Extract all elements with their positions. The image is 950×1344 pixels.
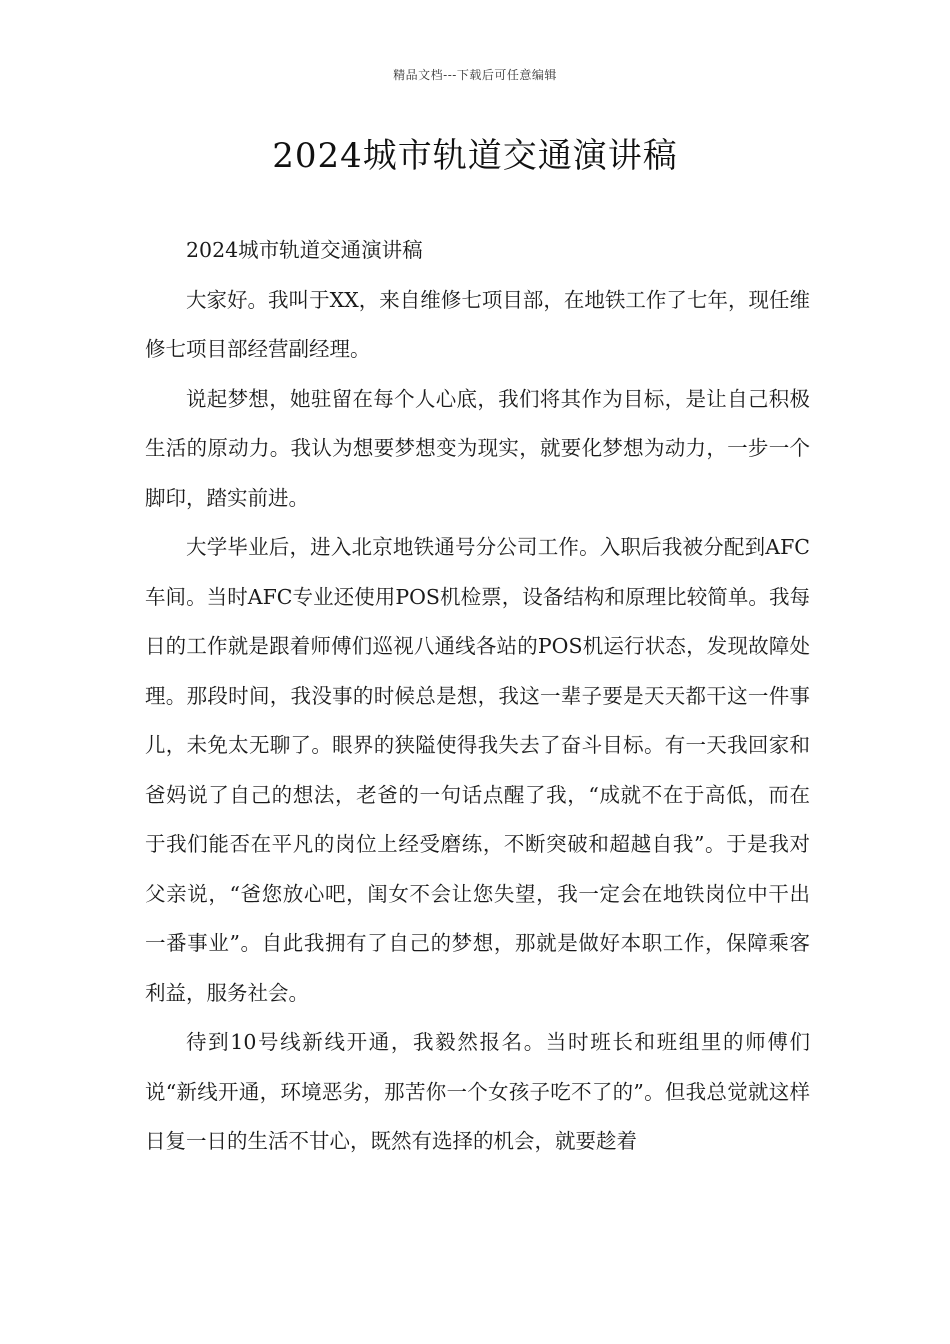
document-body	[145, 226, 810, 1167]
page-header-note: 精品文档---下载后可任意编辑	[393, 68, 557, 82]
paragraph-line-10: 待到10号线新线开通，我毅然报名。当时班长和班组里的师傅们说“新线开通，环境恶劣，那苦你一个女孩子吃不了的”。但我总觉就这样日复一日的生活不甘心，既然有选择的机会，就要趁着	[145, 1030, 810, 1153]
paragraph-greeting: 大家好。我叫于XX，来自维修七项目部，在地铁工作了七年，现任维修七项目部经营副经理。	[145, 287, 810, 361]
paragraph-career: 大学毕业后，进入北京地铁通号分公司工作。入职后我被分配到AFC车间。当时AFC专业还使用POS机检票，设备结构和原理比较简单。我每日的工作就是跟着师傅们巡视八通线各站的POS机运行状态，发现故障处理。那段时间，我没事的时候总是想，我这一辈子要是天天都干这一件事儿，未免太无聊了。眼界的狭隘使得我失去了奋斗目标。有一天我回家和爸妈说了自己的想法，老爸的一句话点醒了我，“成就不在于高低，而在于我们能否在平凡的岗位上经受磨练，不断突破和超越自我”。于是我对父亲说，“爸您放心吧，闺女不会让您失望，我一定会在地铁岗位中干出一番事业”。自此我拥有了自己的梦想，那就是做好本职工作，保障乘客利益，服务社会。	[145, 535, 810, 1005]
paragraph-dream: 说起梦想，她驻留在每个人心底，我们将其作为目标，是让自己积极生活的原动力。我认为想要梦想变为现实，就要化梦想为动力，一步一个脚印，踏实前进。	[145, 386, 810, 510]
paragraph-subtitle: 2024城市轨道交通演讲稿	[186, 238, 423, 262]
document-title: 2024城市轨道交通演讲稿	[272, 136, 678, 176]
